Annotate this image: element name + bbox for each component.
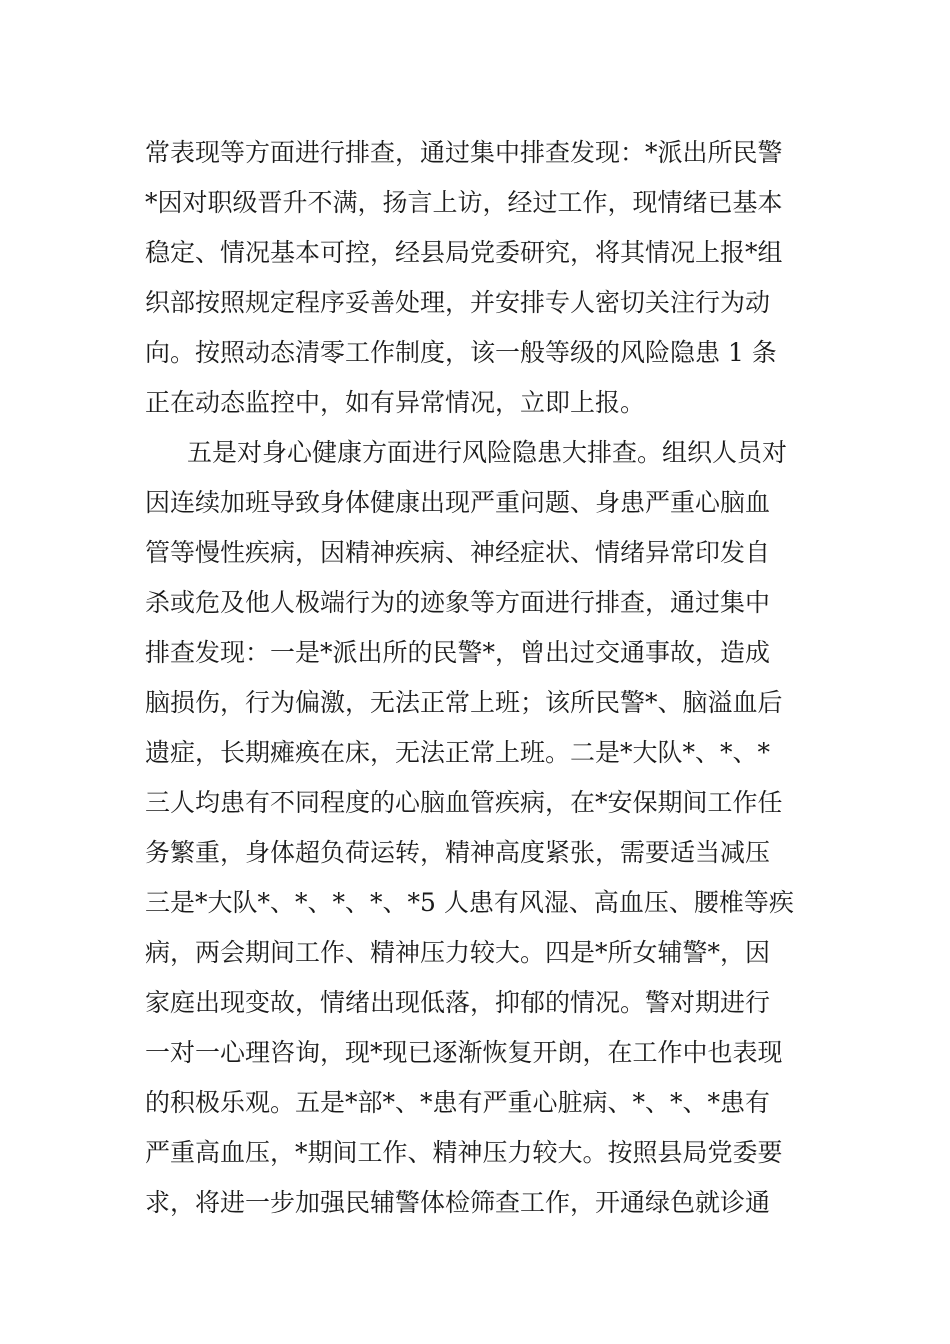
text-line-9: 管等慢性疾病，因精神疾病、神经症状、情绪异常印发自 [145,538,771,567]
text-line-1: 常表现等方面进行排查，通过集中排查发现：*派出所民警 [145,138,783,167]
text-line-14: 三人均患有不同程度的心脑血管疾病，在*安保期间工作任 [145,788,783,817]
text-line-16: 三是*大队*、*、*、*、*5 人患有风湿、高血压、腰椎等疾 [145,888,794,917]
text-line-12: 脑损伤，行为偏激，无法正常上班；该所民警*、脑溢血后 [145,688,783,717]
text-line-2: *因对职级晋升不满，扬言上访，经过工作，现情绪已基本 [145,188,783,217]
paragraph-start-line: 五是对身心健康方面进行风险隐患大排查。组织人员对 [187,438,788,467]
text-line-18: 家庭出现变故，情绪出现低落，抑郁的情况。警对期进行 [145,988,771,1017]
text-line-5: 向。按照动态清零工作制度，该一般等级的风险隐患 1 条 [145,338,777,367]
text-line-21: 严重高血压，*期间工作、精神压力较大。按照县局党委要 [145,1138,783,1167]
text-line-6: 正在动态监控中，如有异常情况，立即上报。 [145,388,646,417]
text-line-3: 稳定、情况基本可控，经县局党委研究，将其情况上报*组 [145,238,783,267]
text-line-11: 排查发现：一是*派出所的民警*，曾出过交通事故，造成 [145,638,771,667]
text-line-19: 一对一心理咨询，现*现已逐渐恢复开朗，在工作中也表现 [145,1038,783,1067]
text-line-15: 务繁重，身体超负荷运转，精神高度紧张，需要适当减压 [145,838,771,867]
text-line-17: 病，两会期间工作、精神压力较大。四是*所女辅警*，因 [145,938,771,967]
text-line-22: 求，将进一步加强民辅警体检筛查工作，开通绿色就诊通 [145,1188,771,1217]
text-line-8: 因连续加班导致身体健康出现严重问题、身患严重心脑血 [145,488,771,517]
text-line-4: 织部按照规定程序妥善处理，并安排专人密切关注行为动 [145,288,771,317]
text-line-13: 遗症，长期瘫痪在床，无法正常上班。二是*大队*、*、* [145,738,771,767]
text-line-10: 杀或危及他人极端行为的迹象等方面进行排查，通过集中 [145,588,771,617]
body-text [145,128,825,1228]
text-line-20: 的积极乐观。五是*部*、*患有严重心脏病、*、*、*患有 [145,1088,771,1117]
